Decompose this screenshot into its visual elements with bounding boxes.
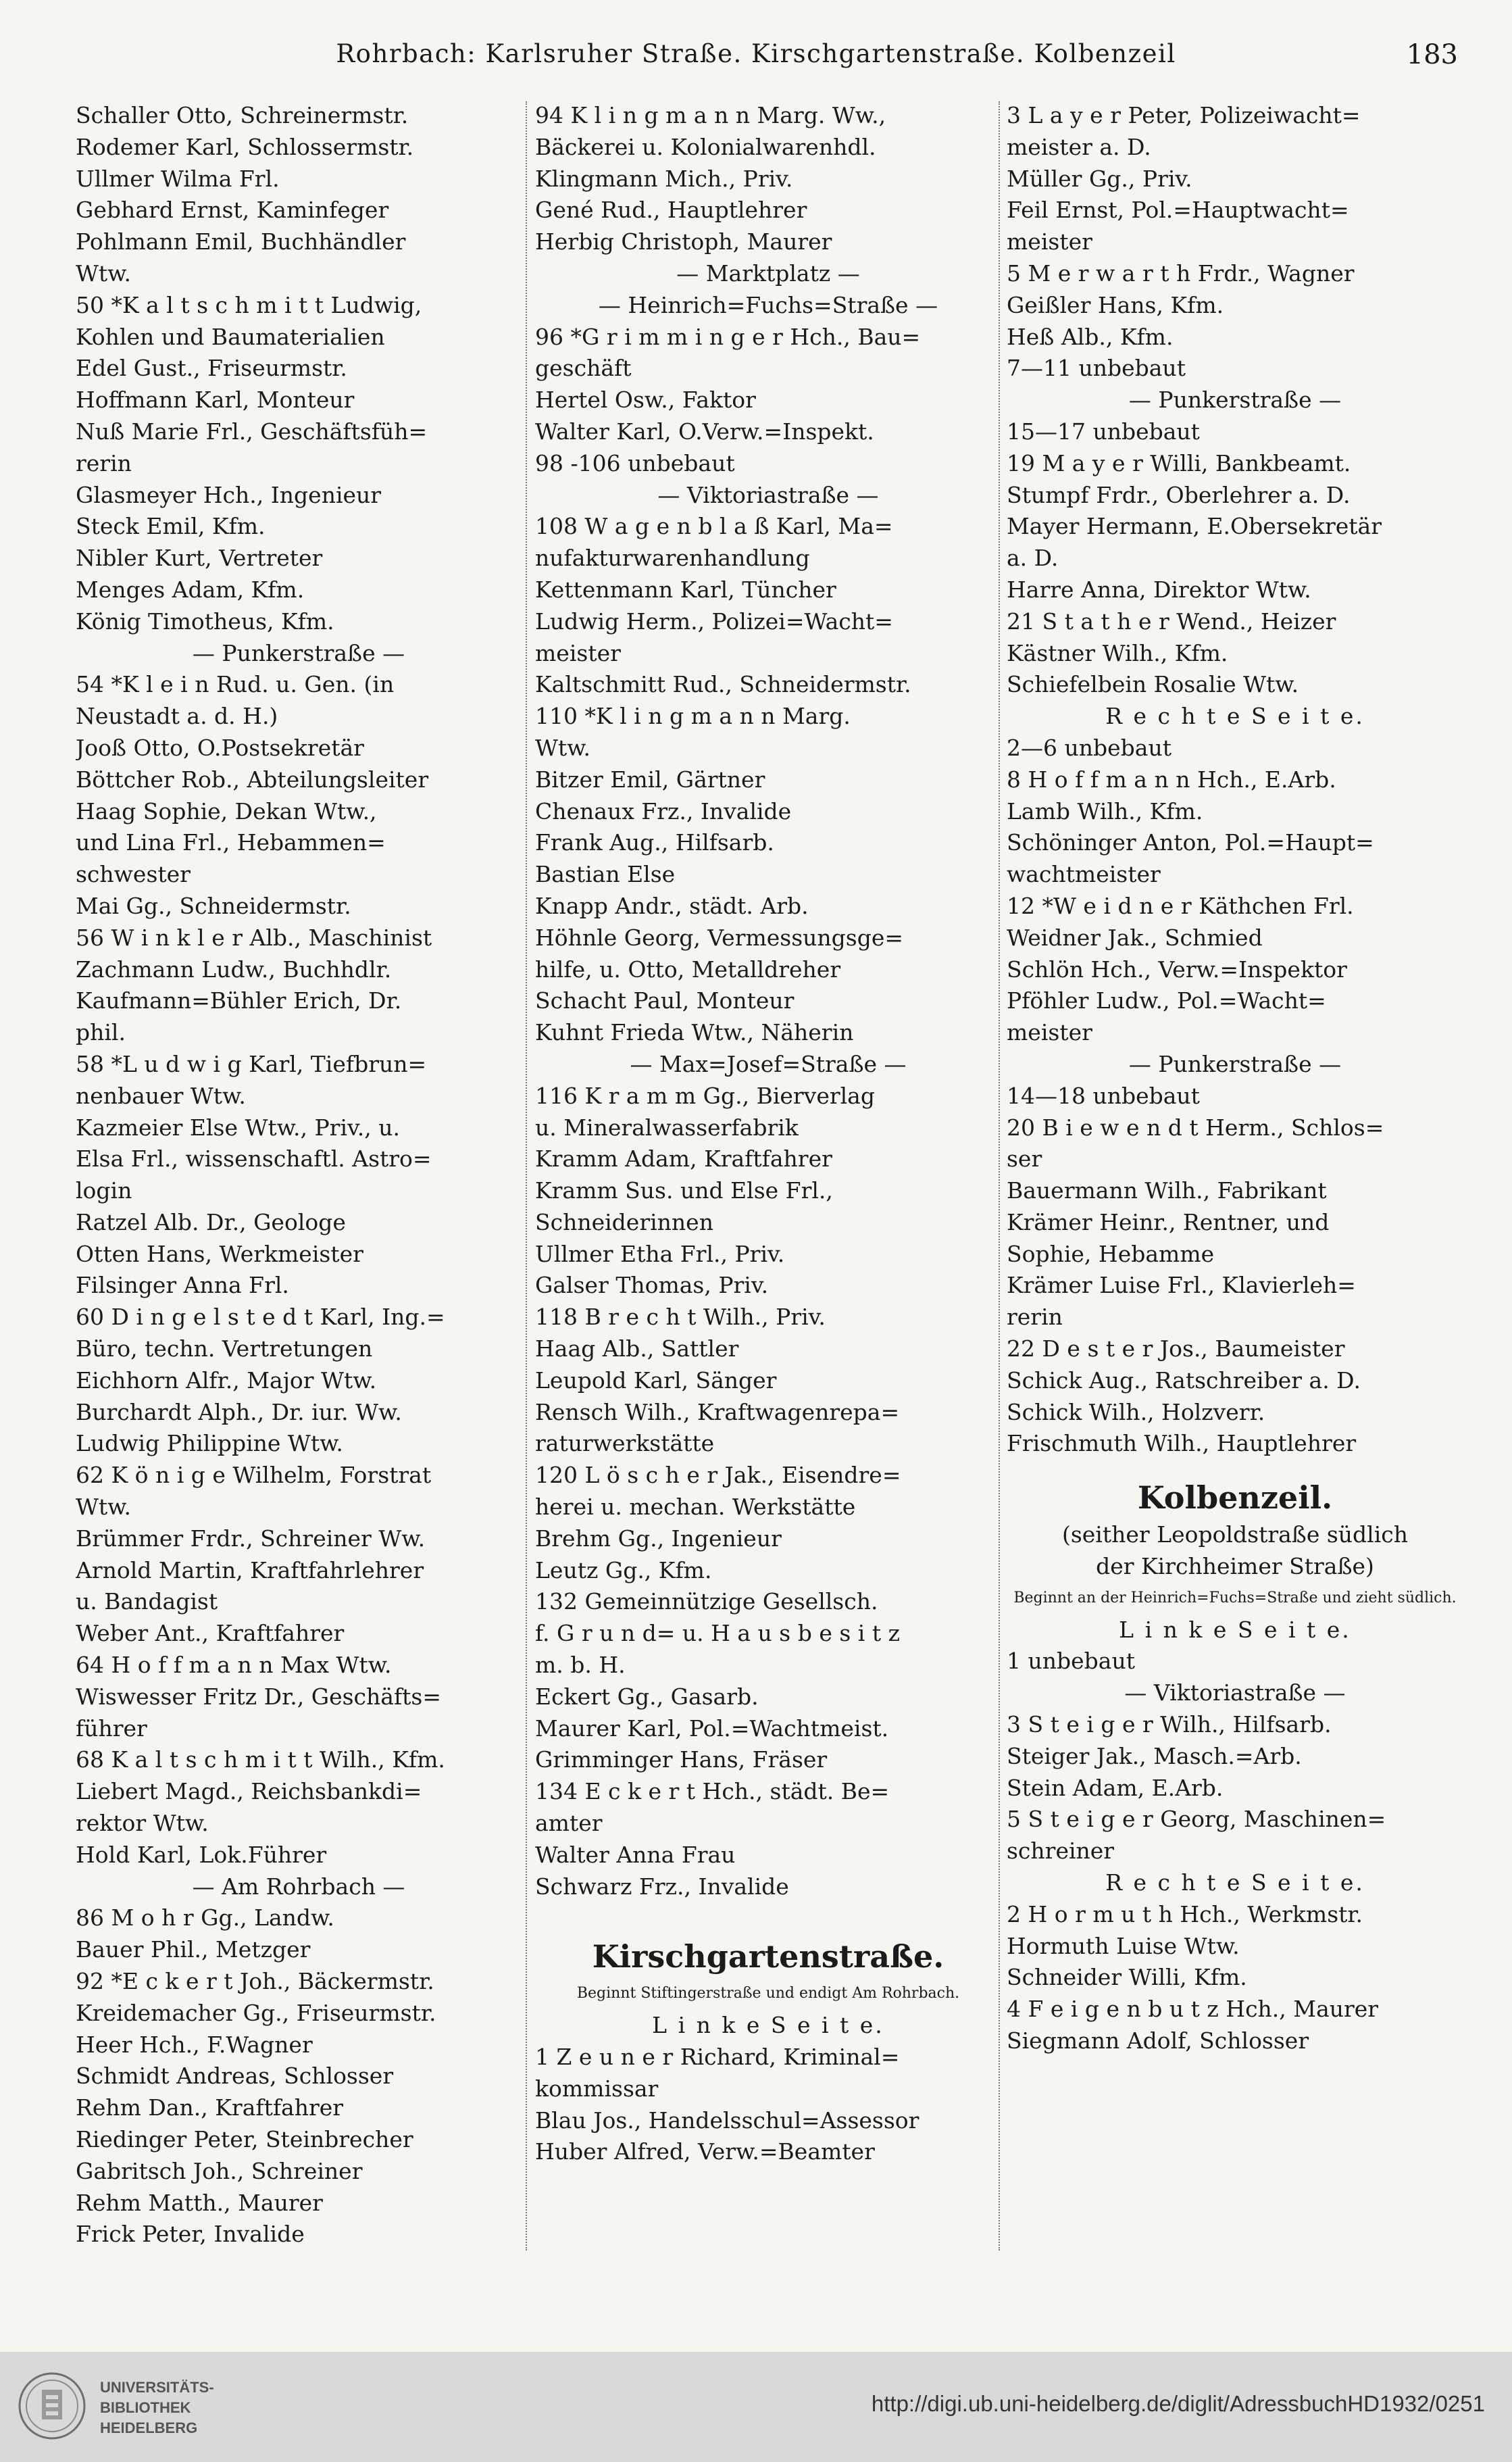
entry-line: Leupold Karl, Sänger (535, 1367, 777, 1394)
entry-line: Kaufmann=Bühler Erich, Dr. (76, 987, 402, 1014)
entry-line: Wiswesser Fritz Dr., Geschäfts= (76, 1683, 442, 1710)
spacer (535, 1919, 1001, 1935)
entry-line: Steck Emil, Kfm. (76, 513, 266, 540)
entry-line: 110 *K l i n g m a n n Marg. (535, 703, 851, 730)
cross-street: — Heinrich=Fuchs=Straße — (598, 291, 938, 318)
entry-line: Herbig Christoph, Maurer (535, 228, 832, 255)
entry-line: Mai Gg., Schneidermstr. (76, 892, 351, 919)
entry-line: 5 M e r w a r t h Frdr., Wagner (1007, 260, 1355, 287)
entry-line: Nuß Marie Frl., Geschäftsfüh= (76, 418, 428, 445)
spacer (1007, 1460, 1463, 1476)
viewer-footer (0, 2352, 1512, 2462)
street-description: Beginnt Stiftingerstraße und endigt Am Rohrbach. (576, 1985, 960, 2002)
entry-line: Burchardt Alph., Dr. iur. Ww. (76, 1398, 402, 1425)
entry-line: Rensch Wilh., Kraftwagenrepa= (535, 1398, 900, 1425)
spacer (535, 1902, 1001, 1919)
entry-line: Schick Wilh., Holzverr. (1007, 1398, 1265, 1425)
cross-street: — Punkerstraße — (1128, 1050, 1342, 1077)
entry-line: Frischmuth Wilh., Hauptlehrer (1007, 1430, 1357, 1457)
entry-continuation: ser (1007, 1146, 1042, 1173)
entry-line: Höhnle Georg, Vermessungsge= (535, 924, 904, 951)
entry-continuation: phil. (76, 1019, 126, 1046)
entry-continuation: raturwerkstätte (535, 1430, 715, 1457)
entry-line: Müller Gg., Priv. (1007, 165, 1192, 192)
entry-line: 3 L a y e r Peter, Polizeiwacht= (1007, 102, 1361, 128)
entry-line: 62 K ö n i g e Wilhelm, Forstrat (76, 1462, 432, 1489)
entry-line: Schmidt Andreas, Schlosser (76, 2063, 394, 2090)
entry-line: Walter Anna Frau (535, 1841, 736, 1868)
side-heading: R e c h t e S e i t e. (1105, 1869, 1365, 1896)
entry-line: Zachmann Ludw., Buchhdlr. (76, 956, 392, 983)
entry-continuation: schwester (76, 861, 191, 888)
entry-line: 54 *K l e i n Rud. u. Gen. (in (76, 671, 395, 698)
entry-continuation: Elsa Frl., wissenschaftl. Astro= (76, 1146, 432, 1173)
entry-line: Harre Anna, Direktor Wtw. (1007, 576, 1311, 603)
entry-line: 2—6 unbebaut (1007, 734, 1171, 761)
entry-continuation: führer (76, 1715, 147, 1742)
entry-line: Bauer Phil., Metzger (76, 1936, 311, 1963)
entry-line: Gebhard Ernst, Kaminfeger (76, 197, 389, 224)
entry-line: 15—17 unbebaut (1007, 418, 1200, 445)
entry-line: 5 S t e i g e r Georg, Maschinen= (1007, 1806, 1386, 1833)
street-heading: Kolbenzeil. (1137, 1479, 1333, 1517)
entry-line: Ludwig Philippine Wtw. (76, 1430, 343, 1457)
entry-line: 116 K r a m m Gg., Bierverlag (535, 1082, 875, 1109)
entry-line: 98 -106 unbebaut (535, 449, 735, 476)
entry-line: Stein Adam, E.Arb. (1007, 1774, 1224, 1801)
side-heading: L i n k e S e i t e. (652, 2012, 884, 2039)
entry-line: 2 H o r m u t h Hch., Werkmstr. (1007, 1900, 1363, 1927)
running-title: Rohrbach: Karlsruher Straße. Kirschgartenstraße. Kolbenzeil (336, 39, 1176, 68)
entry-line: 86 M o h r Gg., Landw. (76, 1904, 334, 1931)
entry-line: 14—18 unbebaut (1007, 1082, 1200, 1109)
column-right (1007, 100, 1463, 2057)
entry-line: 7—11 unbebaut (1007, 355, 1186, 382)
entry-line: 118 B r e c h t Wilh., Priv. (535, 1304, 826, 1331)
entry-line: 1 Z e u n e r Richard, Kriminal= (535, 2044, 900, 2071)
entry-line: 134 E c k e r t Hch., städt. Be= (535, 1778, 890, 1805)
entry-continuation: Sophie, Hebamme (1007, 1240, 1215, 1267)
cross-street: — Marktplatz — (676, 260, 860, 287)
entry-line: 21 S t a t h e r Wend., Heizer (1007, 608, 1336, 635)
entry-line: Jooß Otto, O.Postsekretär (76, 734, 364, 761)
entry-line: Filsinger Anna Frl. (76, 1272, 289, 1299)
column-divider (526, 101, 527, 2250)
entry-line: Riedinger Peter, Steinbrecher (76, 2126, 413, 2152)
entry-continuation: und Lina Frl., Hebammen= (76, 829, 386, 856)
entry-line: Walter Karl, O.Verw.=Inspekt. (535, 418, 874, 445)
entry-line: Leutz Gg., Kfm. (535, 1556, 712, 1583)
entry-line: Schwarz Frz., Invalide (535, 1873, 789, 1900)
entry-continuation: amter (535, 1810, 603, 1837)
entry-line: Kramm Sus. und Else Frl., (535, 1177, 833, 1204)
cross-street: — Max=Josef=Straße — (630, 1050, 907, 1077)
entry-line: Siegmann Adolf, Schlosser (1007, 2027, 1309, 2054)
entry-continuation: rerin (1007, 1304, 1063, 1331)
cross-street: — Am Rohrbach — (192, 1873, 405, 1900)
entry-line: Glasmeyer Hch., Ingenieur (76, 481, 382, 508)
entry-continuation: wachtmeister (1007, 861, 1161, 888)
entry-line: 96 *G r i m m i n g e r Hch., Bau= (535, 323, 921, 350)
entry-continuation: rerin (76, 449, 132, 476)
entry-continuation: rektor Wtw. (76, 1810, 209, 1837)
entry-continuation: schreiner (1007, 1838, 1115, 1865)
entry-line: Heer Hch., F.Wagner (76, 2031, 313, 2058)
entry-line: 56 W i n k l e r Alb., Maschinist (76, 924, 432, 951)
entry-line: 92 *E c k e r t Joh., Bäckermstr. (76, 1968, 434, 1995)
entry-line: 19 M a y e r Willi, Bankbeamt. (1007, 449, 1351, 476)
entry-line: Lamb Wilh., Kfm. (1007, 797, 1203, 824)
entry-line: Kästner Wilh., Kfm. (1007, 639, 1228, 666)
entry-continuation: meister (1007, 228, 1092, 255)
entry-line: Grimminger Hans, Fräser (535, 1746, 828, 1773)
cross-street: (seither Leopoldstraße südlich (1061, 1521, 1409, 1548)
entry-continuation: meister (1007, 1019, 1092, 1046)
entry-line: Kazmeier Else Wtw., Priv., u. (76, 1114, 400, 1141)
entry-continuation: Wtw. (535, 734, 591, 761)
entry-continuation: nenbauer Wtw. (76, 1082, 246, 1109)
entry-line: 4 F e i g e n b u t z Hch., Maurer (1007, 1996, 1379, 2023)
entry-line: Schick Aug., Ratschreiber a. D. (1007, 1367, 1361, 1394)
entry-line: 20 B i e w e n d t Herm., Schlos= (1007, 1114, 1384, 1141)
entry-line: Otten Hans, Werkmeister (76, 1240, 363, 1267)
logo-line: HEIDELBERG (100, 2419, 198, 2436)
entry-continuation: geschäft (535, 355, 632, 382)
entry-continuation: Wtw. (76, 1494, 132, 1521)
entry-line: Eckert Gg., Gasarb. (535, 1683, 759, 1710)
entry-continuation: Wtw. (76, 260, 132, 287)
entry-line: Huber Alfred, Verw.=Beamter (535, 2138, 875, 2165)
entry-line: König Timotheus, Kfm. (76, 608, 334, 635)
source-url-link[interactable]: http://digi.ub.uni-heidelberg.de/diglit/AdressbuchHD1932/0251 (871, 2391, 1485, 2416)
entry-continuation: meister (535, 639, 621, 666)
entry-line: Liebert Magd., Reichsbankdi= (76, 1778, 422, 1805)
entry-line: 12 *W e i d n e r Käthchen Frl. (1007, 892, 1354, 919)
entry-line: 60 D i n g e l s t e d t Karl, Ing.= (76, 1304, 445, 1331)
entry-continuation: login (76, 1177, 132, 1204)
entry-line: Bauermann Wilh., Fabrikant (1007, 1177, 1327, 1204)
library-logo-text (100, 2378, 214, 2438)
entry-continuation: a. D. (1007, 545, 1059, 572)
entry-continuation: Schneiderinnen (535, 1208, 713, 1235)
street-description: Beginnt an der Heinrich=Fuchs=Straße und zieht südlich. (1013, 1589, 1457, 1606)
entry-line: Schöninger Anton, Pol.=Haupt= (1007, 829, 1374, 856)
entry-line: Brümmer Frdr., Schreiner Ww. (76, 1525, 426, 1552)
entry-line: 50 *K a l t s c h m i t t Ludwig, (76, 291, 422, 318)
entry-line: Hold Karl, Lok.Führer (76, 1841, 327, 1868)
entry-line: Krämer Luise Frl., Klavierleh= (1007, 1272, 1356, 1299)
entry-line: Kreidemacher Gg., Friseurmstr. (76, 1999, 436, 2026)
entry-line: 120 L ö s c h e r Jak., Eisendre= (535, 1462, 901, 1489)
entry-continuation: nufakturwarenhandlung (535, 545, 810, 572)
entry-continuation: m. b. H. (535, 1652, 626, 1679)
entry-line: Rodemer Karl, Schlossermstr. (76, 133, 414, 160)
page-header (54, 39, 1458, 80)
entry-line: 1 unbebaut (1007, 1648, 1135, 1675)
entry-line: Schaller Otto, Schreinermstr. (76, 102, 409, 128)
entry-continuation: meister a. D. (1007, 133, 1151, 160)
entry-line: Ludwig Herm., Polizei=Wacht= (535, 608, 893, 635)
entry-continuation: Kohlen und Baumaterialien (76, 323, 385, 350)
entry-line: Galser Thomas, Priv. (535, 1272, 769, 1299)
entry-line: 132 Gemeinnützige Gesellsch. (535, 1588, 878, 1615)
entry-line: 108 W a g e n b l a ß Karl, Ma= (535, 513, 893, 540)
entry-line: Heß Alb., Kfm. (1007, 323, 1174, 350)
entry-continuation: Bäckerei u. Kolonialwarenhdl. (535, 133, 876, 160)
entry-line: Kettenmann Karl, Tüncher (535, 576, 836, 603)
entry-continuation: f. G r u n d= u. H a u s b e s i t z (535, 1620, 900, 1647)
entry-continuation: hilfe, u. Otto, Metalldreher (535, 956, 841, 983)
entry-line: Geißler Hans, Kfm. (1007, 291, 1224, 318)
entry-line: Ullmer Etha Frl., Priv. (535, 1240, 785, 1267)
entry-line: Knapp Andr., städt. Arb. (535, 892, 809, 919)
entry-line: Böttcher Rob., Abteilungsleiter (76, 766, 429, 793)
entry-line: Bitzer Emil, Gärtner (535, 766, 765, 793)
entry-line: Steiger Jak., Masch.=Arb. (1007, 1742, 1302, 1769)
cross-street: — Punkerstraße — (1128, 387, 1342, 414)
entry-line: Eichhorn Alfr., Major Wtw. (76, 1367, 377, 1394)
entry-line: Kaltschmitt Rud., Schneidermstr. (535, 671, 911, 698)
entry-line: Gené Rud., Hauptlehrer (535, 197, 807, 224)
entry-line: Menges Adam, Kfm. (76, 576, 305, 603)
entry-line: Maurer Karl, Pol.=Wachtmeist. (535, 1715, 889, 1742)
entry-line: Blau Jos., Handelsschul=Assessor (535, 2107, 919, 2134)
entry-continuation: kommissar (535, 2075, 659, 2102)
entry-line: Klingmann Mich., Priv. (535, 165, 793, 192)
entry-line: Pohlmann Emil, Buchhändler (76, 228, 406, 255)
entry-continuation: u. Bandagist (76, 1588, 218, 1615)
entry-line: 58 *L u d w i g Karl, Tiefbrun= (76, 1050, 427, 1077)
entry-line: Rehm Dan., Kraftfahrer (76, 2094, 344, 2121)
column-middle (535, 100, 1001, 2168)
cross-street: der Kirchheimer Straße) (1096, 1553, 1374, 1580)
street-heading: Kirschgartenstraße. (592, 1938, 944, 1975)
entry-line: Arnold Martin, Kraftfahrlehrer (76, 1556, 424, 1583)
entry-line: Haag Sophie, Dekan Wtw., (76, 797, 377, 824)
entry-line: Hoffmann Karl, Monteur (76, 387, 355, 414)
entry-line: 94 K l i n g m a n n Marg. Ww., (535, 102, 886, 128)
entry-line: Pföhler Ludw., Pol.=Wacht= (1007, 987, 1326, 1014)
entry-line: Ullmer Wilma Frl. (76, 165, 280, 192)
entry-line: Weber Ant., Kraftfahrer (76, 1620, 345, 1647)
entry-line: Edel Gust., Friseurmstr. (76, 355, 347, 382)
entry-line: 3 S t e i g e r Wilh., Hilfsarb. (1007, 1711, 1332, 1738)
entry-line: Schiefelbein Rosalie Wtw. (1007, 671, 1299, 698)
entry-line: 22 D e s t e r Jos., Baumeister (1007, 1335, 1345, 1362)
entry-line: Krämer Heinr., Rentner, und (1007, 1208, 1330, 1235)
entry-line: Frick Peter, Invalide (76, 2221, 305, 2248)
entry-line: Hertel Osw., Faktor (535, 387, 756, 414)
entry-continuation: Büro, techn. Vertretungen (76, 1335, 373, 1362)
entry-line: 8 H o f f m a n n Hch., E.Arb. (1007, 766, 1336, 793)
entry-line: Schneider Willi, Kfm. (1007, 1964, 1247, 1991)
entry-line: Gabritsch Joh., Schreiner (76, 2157, 363, 2184)
side-heading: L i n k e S e i t e. (1119, 1616, 1351, 1643)
logo-line: UNIVERSITÄTS- (100, 2379, 214, 2396)
cross-street: — Punkerstraße — (192, 639, 405, 666)
entry-line: Schacht Paul, Monteur (535, 987, 795, 1014)
entry-line: Kuhnt Frieda Wtw., Näherin (535, 1019, 854, 1046)
entry-line: Haag Alb., Sattler (535, 1335, 739, 1362)
entry-line: 68 K a l t s c h m i t t Wilh., Kfm. (76, 1746, 445, 1773)
seal-icon (15, 2364, 89, 2452)
entry-line: Stumpf Frdr., Oberlehrer a. D. (1007, 481, 1351, 508)
entry-line: Hormuth Luise Wtw. (1007, 1932, 1240, 1959)
entry-line: Schlön Hch., Verw.=Inspektor (1007, 956, 1347, 983)
entry-line: Bastian Else (535, 861, 676, 888)
column-left (76, 100, 522, 2250)
entry-continuation: herei u. mechan. Werkstätte (535, 1494, 856, 1521)
entry-line: Brehm Gg., Ingenieur (535, 1525, 782, 1552)
side-heading: R e c h t e S e i t e. (1105, 703, 1365, 730)
entry-line: Frank Aug., Hilfsarb. (535, 829, 774, 856)
entry-line: Mayer Hermann, E.Obersekretär (1007, 513, 1382, 540)
entry-line: Feil Ernst, Pol.=Hauptwacht= (1007, 197, 1349, 224)
page-number: 183 (1406, 39, 1458, 70)
entry-line: Weidner Jak., Schmied (1007, 924, 1263, 951)
entry-line: Rehm Matth., Maurer (76, 2189, 323, 2216)
entry-line: Kramm Adam, Kraftfahrer (535, 1146, 832, 1173)
cross-street: — Viktoriastraße — (1124, 1679, 1346, 1706)
entry-line: Nibler Kurt, Vertreter (76, 545, 323, 572)
logo-line: BIBLIOTHEK (100, 2399, 191, 2416)
entry-line: Ratzel Alb. Dr., Geologe (76, 1208, 346, 1235)
entry-continuation: Neustadt a. d. H.) (76, 703, 278, 730)
entry-continuation: u. Mineralwasserfabrik (535, 1114, 799, 1141)
entry-line: 64 H o f f m a n n Max Wtw. (76, 1652, 392, 1679)
cross-street: — Viktoriastraße — (657, 481, 879, 508)
entry-line: Chenaux Frz., Invalide (535, 797, 792, 824)
